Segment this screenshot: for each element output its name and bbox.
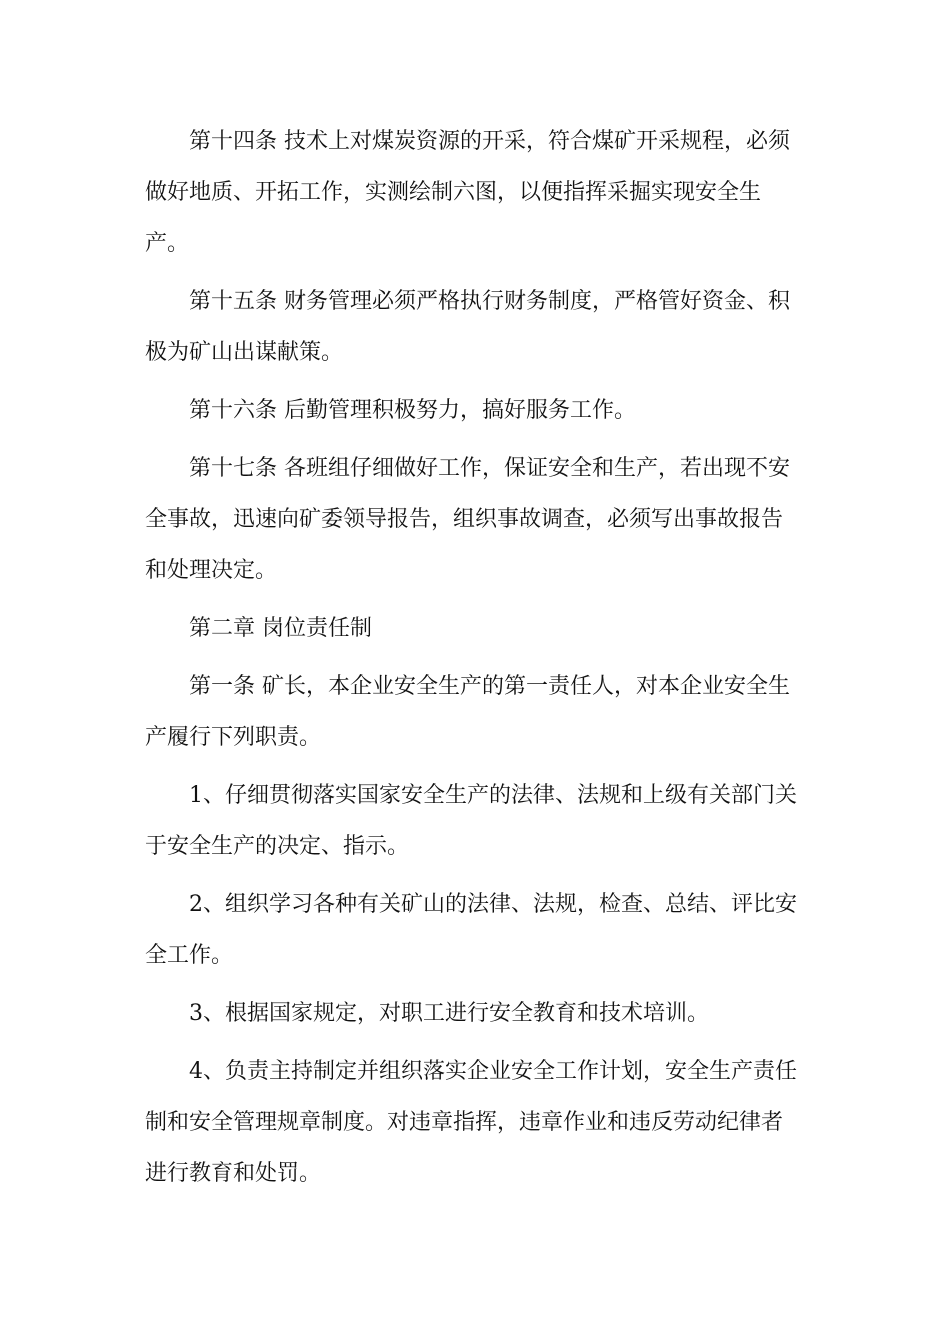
text-line: 3、根据国家规定，对职工进行安全教育和技术培训。 — [189, 1001, 709, 1026]
text-line: 进行教育和处罚。 — [145, 1161, 322, 1186]
text-line: 于安全生产的决定、指示。 — [145, 834, 410, 859]
text-line: 第十七条 各班组仔细做好工作，保证安全和生产，若出现不安 — [189, 456, 790, 481]
text-line: 做好地质、开拓工作，实测绘制六图，以便指挥采掘实现安全生 — [145, 180, 762, 205]
text-line: 和处理决定。 — [145, 558, 278, 583]
list-item-4 — [145, 1046, 805, 1199]
paragraph-article-15 — [145, 276, 805, 378]
text-line: 制和安全管理规章制度。对违章指挥，违章作业和违反劳动纪律者 — [145, 1110, 784, 1135]
text-line: 第一条 矿长，本企业安全生产的第一责任人，对本企业安全生 — [189, 674, 790, 699]
list-item-2 — [145, 879, 805, 981]
document-page — [145, 116, 805, 1206]
paragraph-article-1 — [145, 661, 805, 763]
text-line: 第十五条 财务管理必须严格执行财务制度，严格管好资金、积 — [189, 289, 790, 314]
text-line: 全工作。 — [145, 943, 234, 968]
text-line: 产。 — [145, 231, 190, 256]
text-line: 第二章 岗位责任制 — [189, 616, 372, 641]
text-line: 第十四条 技术上对煤炭资源的开采，符合煤矿开采规程，必须 — [189, 129, 790, 154]
paragraph-article-17 — [145, 443, 805, 596]
text-line: 1、仔细贯彻落实国家安全生产的法律、法规和上级有关部门关 — [189, 783, 797, 808]
text-line: 全事故，迅速向矿委领导报告，组织事故调查，必须写出事故报告 — [145, 507, 784, 532]
text-line: 4、负责主持制定并组织落实企业安全工作计划，安全生产责任 — [189, 1059, 797, 1084]
chapter-heading — [145, 603, 805, 654]
text-line: 极为矿山出谋献策。 — [145, 340, 344, 365]
list-item-1 — [145, 770, 805, 872]
paragraph-article-16 — [145, 385, 805, 436]
text-line: 产履行下列职责。 — [145, 725, 322, 750]
paragraph-article-14 — [145, 116, 805, 269]
text-line: 2、组织学习各种有关矿山的法律、法规，检查、总结、评比安 — [189, 892, 797, 917]
text-line: 第十六条 后勤管理积极努力，搞好服务工作。 — [189, 398, 636, 423]
list-item-3 — [145, 988, 805, 1039]
